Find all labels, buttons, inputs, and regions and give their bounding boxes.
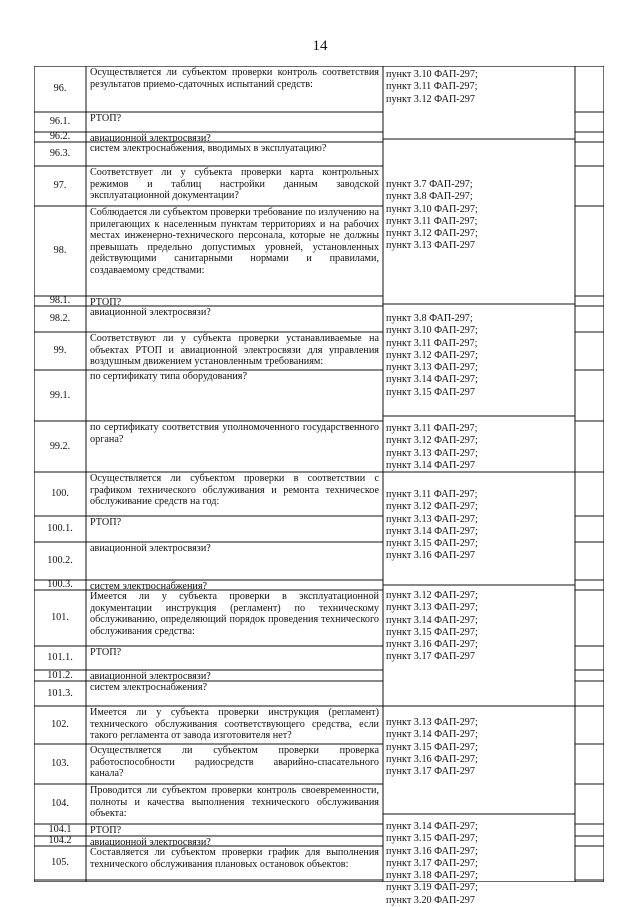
row-number: 100.: [51, 488, 69, 500]
legal-reference: пункт 3.12 ФАП-297; пункт 3.13 ФАП-297; пункт 3.14 ФАП-297; пункт 3.15 ФАП-297; пункт 3.16 ФАП-297; пункт 3.17 ФАП-297: [386, 590, 478, 663]
row-number: 100.1.: [47, 523, 73, 535]
row-question: РТОП?: [90, 825, 122, 836]
row-number: 101.1.: [47, 652, 73, 664]
row-question: авиационной электросвязи?: [90, 837, 211, 846]
row-number: 98.2.: [49, 313, 71, 325]
row-question: Осуществляется ли субъектом проверки проверка работоспособности радиосредств аварийно-спасательного канала?: [90, 745, 379, 780]
legal-reference: пункт 3.8 ФАП-297; пункт 3.10 ФАП-297; пункт 3.11 ФАП-297; пункт 3.12 ФАП-297; пункт 3.13 ФАП-297; пункт 3.14 ФАП-297; пункт 3.15 ФАП-297: [386, 313, 478, 398]
row-number: 104.: [51, 798, 69, 810]
row-question: РТОП?: [90, 113, 122, 124]
row-question: РТОП?: [90, 517, 122, 528]
row-number: 101.3.: [47, 687, 73, 699]
row-question: систем электроснабжения?: [90, 682, 208, 693]
row-question: авиационной электросвязи?: [90, 307, 211, 318]
row-number: 103.: [51, 758, 69, 770]
row-question: по сертификату типа оборудования?: [90, 371, 247, 382]
row-number: 99.: [53, 345, 67, 357]
row-question: Соблюдается ли субъектом проверки требование по излучению на прилегающих к населенным пунктам территориях и на рабочих местах инженерно-технического персонала, которые не должны превышать предельно допустимых уровней, установленных действующими санитарными нормами и правилами, создаваемому средствами:: [90, 207, 379, 276]
row-number: 96.3.: [49, 148, 71, 160]
legal-reference: пункт 3.14 ФАП-297; пункт 3.15 ФАП-297; пункт 3.16 ФАП-297; пункт 3.17 ФАП-297; пункт 3.18 ФАП-297; пункт 3.19 ФАП-297; пункт 3.20 ФАП-297: [386, 821, 478, 906]
legal-reference: пункт 3.10 ФАП-297; пункт 3.11 ФАП-297; пункт 3.12 ФАП-297: [386, 69, 478, 105]
row-question: Соответствует ли у субъекта проверки карта контрольных режимов и таблиц настройки данным заводской эксплуатационной документации?: [90, 167, 379, 202]
row-number: 98.1.: [49, 296, 71, 306]
checklist-table: [34, 66, 604, 906]
row-number: 98.: [53, 245, 67, 257]
legal-reference: пункт 3.13 ФАП-297; пункт 3.14 ФАП-297; пункт 3.15 ФАП-297; пункт 3.16 ФАП-297; пункт 3.17 ФАП-297: [386, 717, 478, 778]
row-number: 96.1.: [49, 116, 71, 128]
row-number: 101.2.: [47, 670, 73, 681]
row-question: Имеется ли у субъекта проверки в эксплуатационной документации инструкция (регламент) по техническому обслуживанию, определяющий порядок проведения технического обслуживания средства:: [90, 591, 379, 637]
row-question: авиационной электросвязи?: [90, 543, 211, 554]
row-question: Составляется ли субъектом проверки график для выполнения технического обслуживания плановых остановок объектов:: [90, 847, 379, 870]
row-question: систем электроснабжения, вводимых в эксплуатацию?: [90, 143, 327, 154]
row-number: 104.1: [48, 824, 72, 836]
legal-reference: пункт 3.11 ФАП-297; пункт 3.12 ФАП-297; пункт 3.13 ФАП-297; пункт 3.14 ФАП-297: [386, 423, 478, 471]
row-number: 100.2.: [47, 555, 73, 567]
row-question: по сертификату соответствия уполномоченного государственного органа?: [90, 422, 379, 445]
row-question: авиационной электросвязи?: [90, 671, 211, 681]
row-number: 96.2.: [49, 132, 71, 142]
row-number: 104.2: [48, 836, 72, 846]
row-number: 101.: [51, 612, 69, 624]
row-number: 96.: [53, 83, 67, 95]
row-question: Осуществляется ли субъектом проверки контроль соответствия результатов приемо-сдаточных испытаний средств:: [90, 67, 379, 90]
row-number: 105.: [51, 857, 69, 869]
legal-reference: пункт 3.11 ФАП-297; пункт 3.12 ФАП-297; пункт 3.13 ФАП-297; пункт 3.14 ФАП-297; пункт 3.15 ФАП-297; пункт 3.16 ФАП-297: [386, 489, 478, 562]
row-question: РТОП?: [90, 647, 122, 658]
legal-reference: пункт 3.7 ФАП-297; пункт 3.8 ФАП-297; пункт 3.10 ФАП-297; пункт 3.11 ФАП-297; пункт 3.12 ФАП-297; пункт 3.13 ФАП-297: [386, 179, 478, 252]
row-number: 99.2.: [49, 440, 71, 452]
row-number: 102.: [51, 719, 69, 731]
row-number: 100.3.: [47, 580, 73, 590]
row-question: Имеется ли у субъекта проверки инструкция (регламент) технического обслуживания соответствующего средства, если такого регламента от завода изготовителя нет?: [90, 707, 379, 742]
row-number: 97.: [53, 180, 67, 192]
row-question: авиационной электросвязи?: [90, 133, 211, 142]
row-question: РТОП?: [90, 297, 122, 306]
row-question: Осуществляется ли субъектом проверки в соответствии с графиком технического обслуживания и ремонта техническое обслуживание средств на год:: [90, 473, 379, 508]
row-question: Проводится ли субъектом проверки контроль своевременности, полноты и качества выполнения технического обслуживания объекта:: [90, 785, 379, 820]
row-number: 99.1.: [49, 389, 71, 401]
row-question: систем электроснабжения?: [90, 581, 208, 590]
row-question: Соответствуют ли у субъекта проверки устанавливаемые на объектах РТОП и авиационной электросвязи для управления воздушным движением установленным требованиям:: [90, 333, 379, 368]
page-number: 14: [312, 38, 328, 54]
